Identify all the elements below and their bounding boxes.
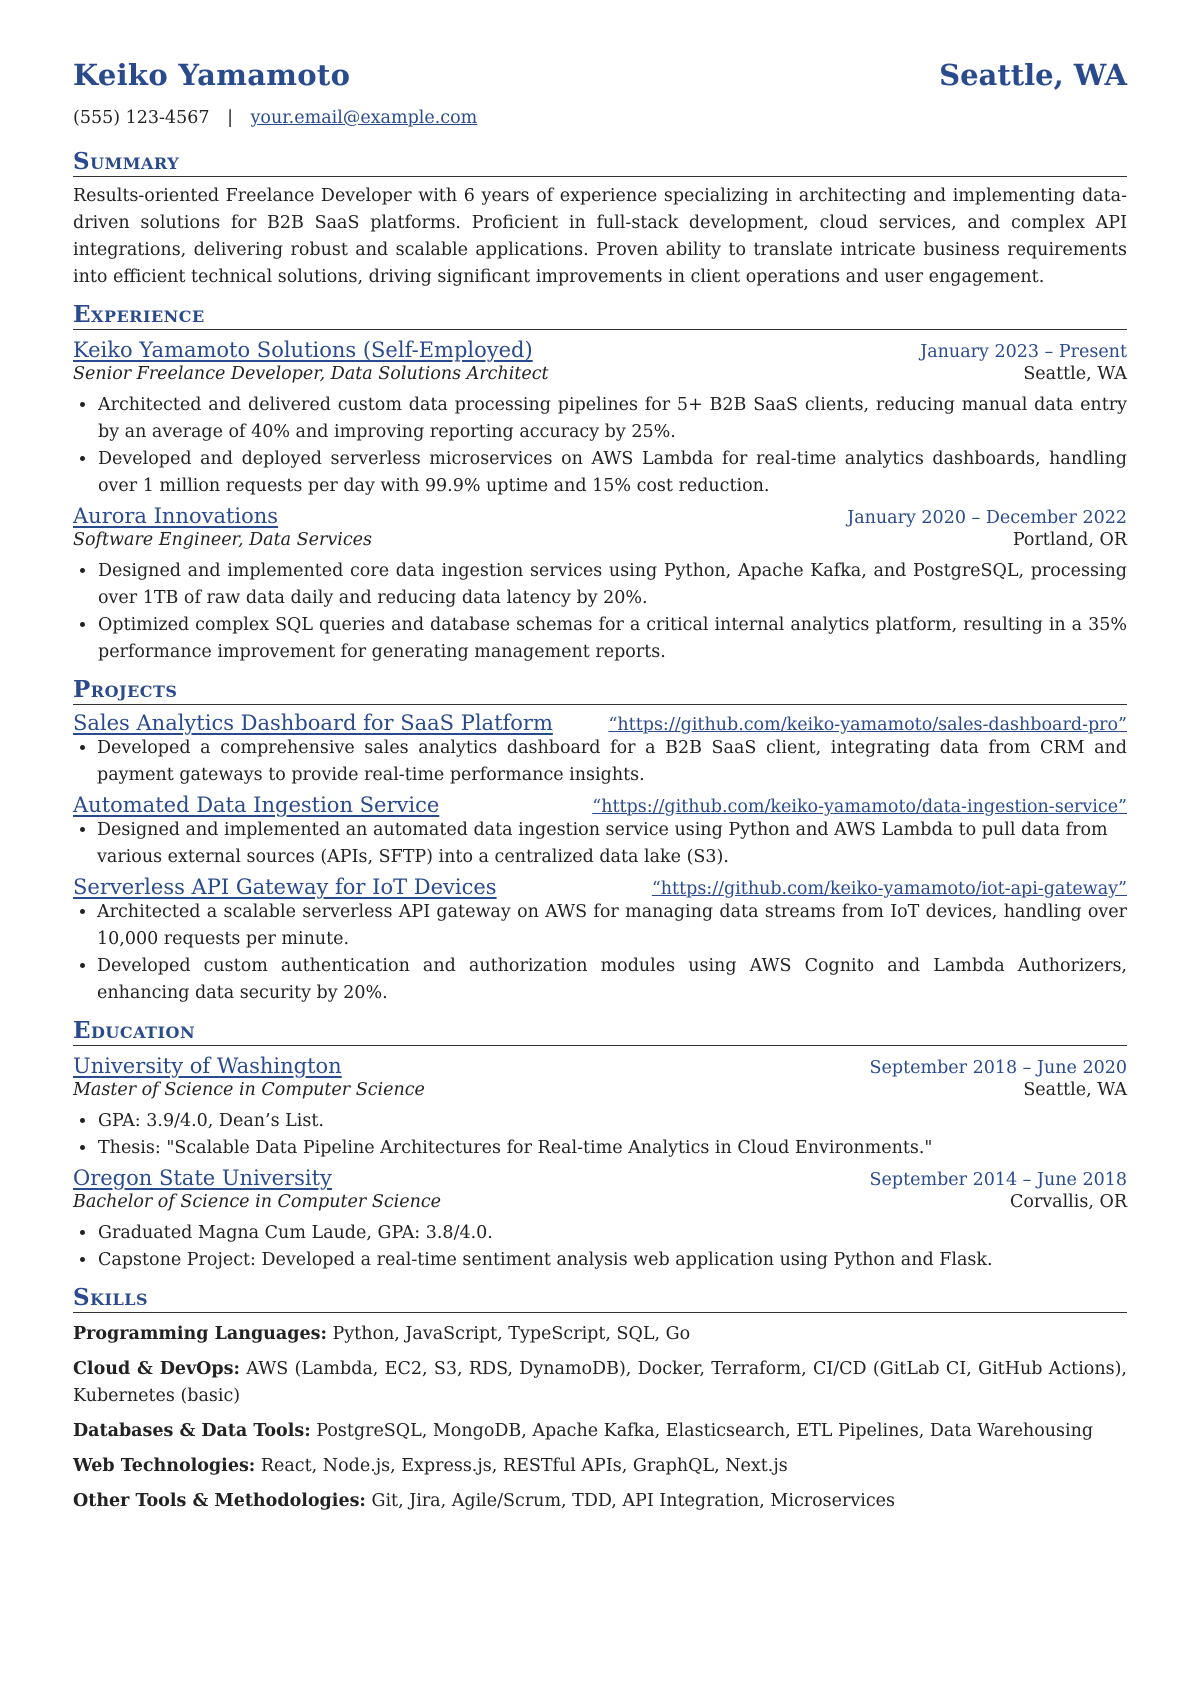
- bullet-item: • Developed a comprehensive sales analytics dashboard for a B2B SaaS client, integrating data from CRM and payment gateways to provide real-time performance insights.: [97, 735, 1127, 789]
- resume-page: [73, 58, 1127, 1515]
- projects-heading: Projects: [73, 676, 1127, 705]
- skill-row: [73, 1356, 1127, 1410]
- education-org[interactable]: University of Washington: [73, 1054, 342, 1078]
- bullet-item: • Designed and implemented an automated data ingestion service using Python and AWS Lambda to pull data from various external sources (APIs, SFTP) into a centralized data lake (S3).: [97, 817, 1127, 871]
- skill-label: Programming Languages:: [73, 1324, 327, 1344]
- experience-heading: Experience: [73, 301, 1127, 330]
- skill-row: [73, 1418, 1127, 1445]
- contact-separator: |: [227, 108, 233, 128]
- skill-label: Other Tools & Methodologies:: [73, 1491, 366, 1511]
- email-link[interactable]: your.email@example.com: [250, 108, 478, 128]
- experience-role: Software Engineer, Data Services: [73, 530, 372, 550]
- experience-role: Senior Freelance Developer, Data Solutions Architect: [73, 364, 549, 384]
- project-title[interactable]: Sales Analytics Dashboard for SaaS Platform: [73, 711, 553, 735]
- project-link[interactable]: “https://github.com/keiko-yamamoto/iot-api-gateway”: [651, 879, 1127, 899]
- skills-heading: Skills: [73, 1284, 1127, 1313]
- project-link[interactable]: “https://github.com/keiko-yamamoto/data-ingestion-service”: [592, 797, 1127, 817]
- experience-dates: January 2023 – Present: [920, 342, 1127, 362]
- bullet-item: • Developed custom authentication and authorization modules using AWS Cognito and Lambda Authorizers, enhancing data security by 20%.: [97, 953, 1127, 1007]
- skill-value: React, Node.js, Express.js, RESTful APIs, GraphQL, Next.js: [260, 1456, 788, 1476]
- project-entry: [73, 875, 1127, 1007]
- bullet-item: • GPA: 3.9/4.0, Dean’s List.: [97, 1108, 1127, 1135]
- project-bullets: [73, 899, 1127, 1007]
- summary-text: Results-oriented Freelance Developer with 6 years of experience specializing in architecting and implementing data-driven solutions for B2B SaaS platforms. Proficient in full-stack development, cloud services, and complex API integrations, delivering robust and scalable applications. Proven ability to translate intricate business requirements into efficient technical solutions, driving significant improvements in client operations and user engagement.: [73, 186, 1127, 287]
- skill-row: [73, 1488, 1127, 1515]
- header-location: Seattle, WA: [939, 58, 1127, 92]
- summary-heading: Summary: [73, 148, 1127, 177]
- skill-label: Web Technologies:: [73, 1456, 256, 1476]
- education-dates: September 2018 – June 2020: [869, 1058, 1127, 1078]
- bullet-item: • Architected a scalable serverless API gateway on AWS for managing data streams from IoT devices, handling over 10,000 requests per minute.: [97, 899, 1127, 953]
- experience-bullets: [73, 392, 1127, 500]
- skill-value: Git, Jira, Agile/Scrum, TDD, API Integration, Microservices: [371, 1491, 895, 1511]
- skill-value: AWS (Lambda, EC2, S3, RDS, DynamoDB), Docker, Terraform, CI/CD (GitLab CI, GitHub Actions), Kubernetes (basic): [73, 1359, 1127, 1406]
- project-title[interactable]: Automated Data Ingestion Service: [73, 793, 440, 817]
- bullet-item: • Thesis: "Scalable Data Pipeline Architectures for Real-time Analytics in Cloud Environments.": [97, 1135, 1127, 1162]
- experience-location: Seattle, WA: [1023, 364, 1127, 384]
- bullet-item: • Optimized complex SQL queries and database schemas for a critical internal analytics platform, resulting in a 35% performance improvement for generating management reports.: [97, 612, 1127, 666]
- education-dates: September 2014 – June 2018: [869, 1170, 1127, 1190]
- education-org[interactable]: Oregon State University: [73, 1166, 332, 1190]
- skill-label: Cloud & DevOps:: [73, 1359, 240, 1379]
- experience-dates: January 2020 – December 2022: [847, 508, 1127, 528]
- experience-org[interactable]: Keiko Yamamoto Solutions (Self-Employed): [73, 338, 533, 362]
- project-bullets: [73, 735, 1127, 789]
- bullet-item: • Graduated Magna Cum Laude, GPA: 3.8/4.0.: [97, 1220, 1127, 1247]
- bullet-item: • Capstone Project: Developed a real-time sentiment analysis web application using Python and Flask.: [97, 1247, 1127, 1274]
- experience-org[interactable]: Aurora Innovations: [73, 504, 279, 528]
- bullet-item: • Designed and implemented core data ingestion services using Python, Apache Kafka, and PostgreSQL, processing over 1TB of raw data daily and reducing data latency by 20%.: [97, 558, 1127, 612]
- phone: (555) 123-4567: [73, 108, 210, 128]
- header: [73, 58, 1127, 106]
- project-bullets: [73, 817, 1127, 871]
- project-title[interactable]: Serverless API Gateway for IoT Devices: [73, 875, 497, 899]
- education-bullets: [73, 1108, 1127, 1162]
- education-degree: Master of Science in Computer Science: [73, 1080, 425, 1100]
- project-entry: [73, 711, 1127, 789]
- experience-entry: [73, 338, 1127, 500]
- project-entry: [73, 793, 1127, 871]
- education-entry: [73, 1054, 1127, 1162]
- education-entry: [73, 1166, 1127, 1274]
- skill-value: PostgreSQL, MongoDB, Apache Kafka, Elasticsearch, ETL Pipelines, Data Warehousing: [316, 1421, 1094, 1441]
- skill-row: [73, 1321, 1127, 1348]
- skill-value: Python, JavaScript, TypeScript, SQL, Go: [332, 1324, 691, 1344]
- project-link[interactable]: “https://github.com/keiko-yamamoto/sales-dashboard-pro”: [608, 715, 1127, 735]
- candidate-name: Keiko Yamamoto: [73, 58, 351, 92]
- bullet-item: • Developed and deployed serverless microservices on AWS Lambda for real-time analytics dashboards, handling over 1 million requests per day with 99.9% uptime and 15% cost reduction.: [97, 446, 1127, 500]
- education-bullets: [73, 1220, 1127, 1274]
- bullet-item: • Architected and delivered custom data processing pipelines for 5+ B2B SaaS clients, reducing manual data entry by an average of 40% and improving reporting accuracy by 25%.: [97, 392, 1127, 446]
- skill-label: Databases & Data Tools:: [73, 1421, 311, 1441]
- experience-bullets: [73, 558, 1127, 666]
- education-heading: Education: [73, 1017, 1127, 1046]
- experience-location: Portland, OR: [1012, 530, 1127, 550]
- contact-line: [73, 108, 1127, 138]
- experience-entry: [73, 504, 1127, 666]
- education-location: Seattle, WA: [1023, 1080, 1127, 1100]
- education-degree: Bachelor of Science in Computer Science: [73, 1192, 442, 1212]
- education-location: Corvallis, OR: [1009, 1192, 1127, 1212]
- skill-row: [73, 1453, 1127, 1480]
